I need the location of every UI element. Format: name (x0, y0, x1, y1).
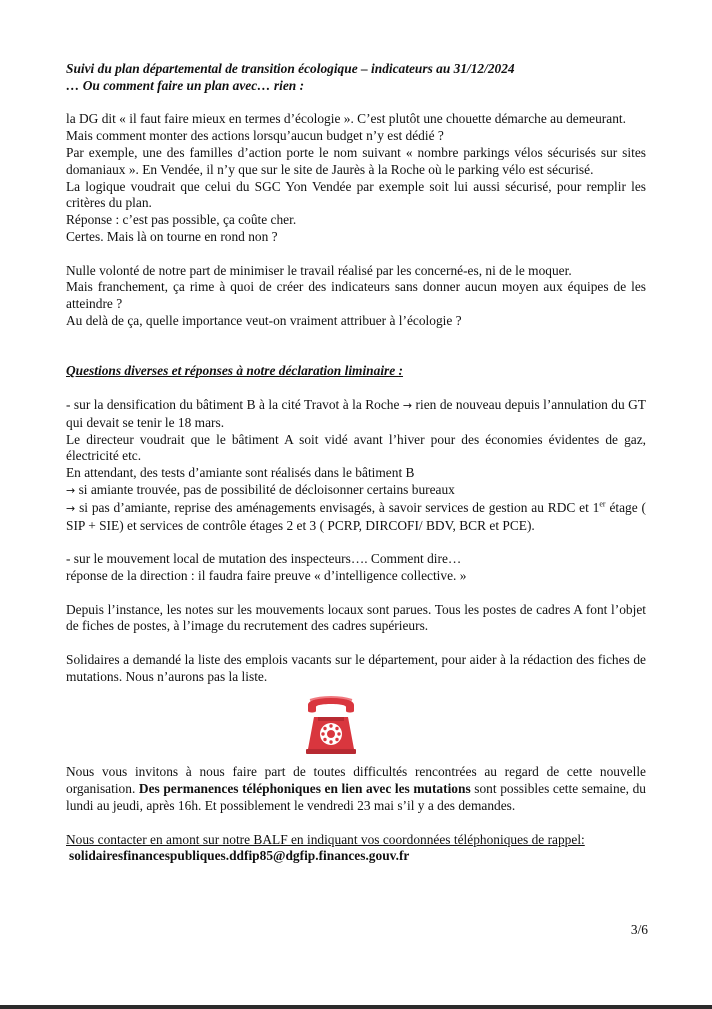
right-arrow-icon: → (402, 398, 413, 412)
title-line-1: Suivi du plan départemental de transition écologique – indicateurs au 31/12/2024 (66, 61, 515, 76)
title-line-2: … Ou comment faire un plan avec… rien : (66, 77, 305, 93)
densification-intro: - sur la densification du bâtiment B à la cité Travot à la Roche (66, 396, 403, 412)
paragraph: La logique voudrait que celui du SGC Yon Vendée par exemple soit lui aussi sécurisé, pour remplir les critères du plan. (66, 178, 646, 211)
page-title (66, 61, 646, 95)
invitation-bold-text: Des permanences téléphoniques en lien avec les mutations (138, 781, 471, 797)
section-heading-text: Questions diverses et réponses à notre déclaration liminaire (66, 363, 399, 379)
ordinal-superscript: er (599, 499, 606, 509)
asbestos-none-text-a: si pas d’amiante, reprise des aménagements envisagés, à savoir services de gestion au RDC et 1 (75, 499, 600, 515)
asbestos-none-text-b: étage ( SIP + SIE) et services de contrôle étages 2 et 3 ( PCRP, DIRCOFI/ BDV, BCR et PCE). (66, 499, 646, 533)
paragraph: Par exemple, une des familles d’action porte le nom suivant « nombre parkings vélos sécurisés sur sites domaniaux ». En Vendée, il n’y que sur le site de Jaurès à la Roche où le parking vélo est sécurisé. (66, 144, 646, 177)
paragraph: Solidaires a demandé la liste des emplois vacants sur le département, pour aider à la rédaction des fiches de mutations. Nous n’aurons pas la liste. (66, 651, 646, 684)
phone-illustration (66, 685, 646, 764)
paragraph: - sur le mouvement local de mutation des inspecteurs…. Comment dire… (66, 551, 462, 567)
paragraph: Nulle volonté de notre part de minimiser le travail réalisé par les concerné-es, ni de le moquer. (66, 262, 572, 278)
paragraph: Au delà de ça, quelle importance veut-on vraiment attribuer à l’écologie ? (66, 312, 462, 328)
contact-email[interactable]: solidairesfinancespubliques.ddfip85@dgfip.finances.gouv.fr (69, 848, 410, 864)
asbestos-found-item (66, 482, 646, 500)
right-arrow-icon: → (66, 483, 76, 497)
paragraph: Certes. Mais là on tourne en rond non ? (66, 228, 278, 244)
section-heading-colon: : (398, 363, 404, 379)
balf-contact-line: Nous contacter en amont sur notre BALF en indiquant vos coordonnées téléphoniques de rappel: (66, 831, 585, 847)
asbestos-none-item (66, 500, 646, 535)
densification-paragraph (66, 397, 646, 432)
paragraph: Mais franchement, ça rime à quoi de créer des indicateurs sans donner aucun moyen aux équipes de les atteindre ? (66, 279, 646, 312)
paragraph: Mais comment monter des actions lorsqu’aucun budget n’y est dédié ? (66, 128, 444, 144)
telephone-icon (302, 691, 360, 757)
densification-rest: rien de nouveau depuis l’annulation du GT qui devait se tenir le 18 mars. (66, 396, 646, 430)
paragraph: la DG dit « il faut faire mieux en termes d’écologie ». C’est plutôt une chouette démarche au demeurant. (66, 111, 626, 127)
right-arrow-icon: → (66, 501, 76, 515)
paragraph: Réponse : c’est pas possible, ça coûte cher. (66, 212, 297, 228)
document-page (66, 61, 646, 865)
paragraph: En attendant, des tests d’amiante sont réalisés dans le bâtiment B (66, 465, 415, 481)
page-number: 3/6 (630, 922, 648, 937)
paragraph: Le directeur voudrait que le bâtiment A soit vidé avant l’hiver pour des économies évidentes de gaz, électricité etc. (66, 431, 646, 464)
paragraph: réponse de la direction : il faudra faire preuve « d’intelligence collective. » (66, 567, 467, 583)
paragraph: Depuis l’instance, les notes sur les mouvements locaux sont parues. Tous les postes de cadres A font l’objet de fiches de postes, à l’image du recrutement des cadres supérieurs. (66, 601, 646, 634)
asbestos-found-text: si amiante trouvée, pas de possibilité de décloisonner certains bureaux (75, 481, 455, 497)
section-heading (66, 363, 646, 380)
invitation-paragraph (66, 764, 646, 814)
invitation-text-a: Nous vous invitons à nous faire part de toutes difficultés rencontrées au regard de cette nouvelle organisation. (66, 764, 646, 797)
bottom-divider (0, 1005, 712, 1009)
invitation-text-b: sont possibles cette semaine, du lundi au jeudi, après 16h. Et possiblement le vendredi 23 mai s’il y a des demandes. (66, 781, 646, 814)
